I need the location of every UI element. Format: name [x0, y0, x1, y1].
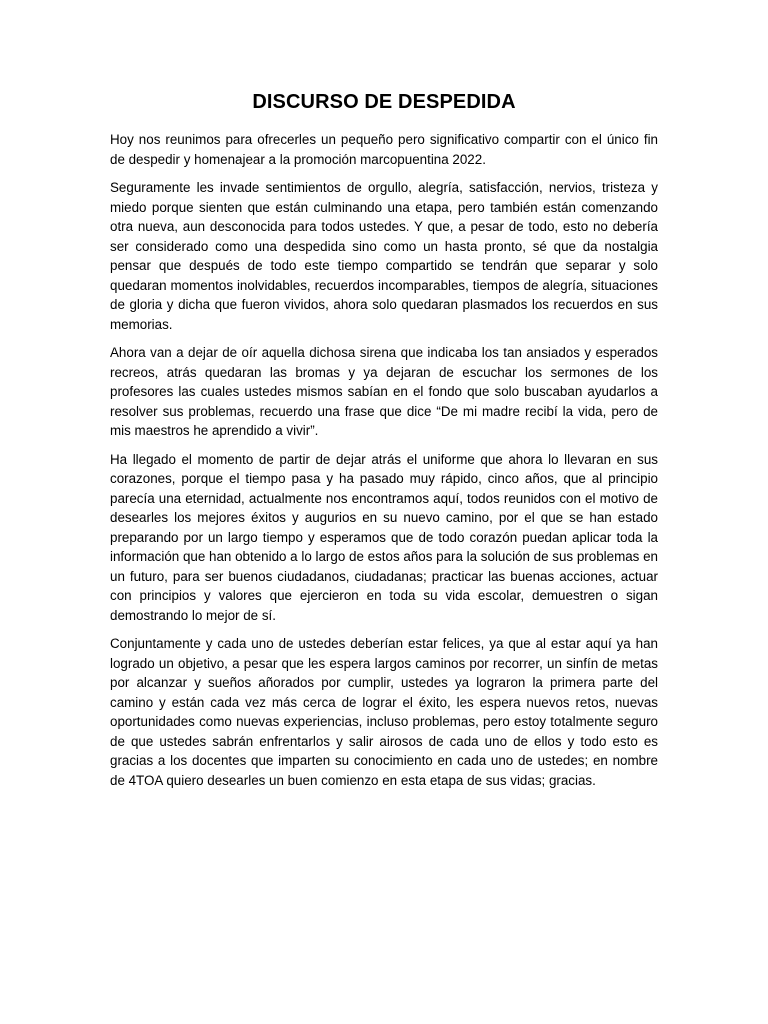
- paragraph-1: Hoy nos reunimos para ofrecerles un pequeño pero significativo compartir con el único fin de despedir y homenajear a la promoción marcopuentina 2022.: [110, 132, 658, 167]
- paragraph-2: Seguramente les invade sentimientos de orgullo, alegría, satisfacción, nervios, tristeza y miedo porque sienten que están culminando una etapa, pero también están comenzando otra nueva, aun desconocida para todos ustedes. Y que, a pesar de todo, esto no debería ser considerado como una despedida sino como un hasta pronto, sé que da nostalgia pensar que después de todo este tiempo compartido se tendrán que separar y solo quedaran momentos inolvidables, recuerdos incomparables, tiempos de alegría, situaciones de gloria y dicha que fueron vividos, ahora solo quedaran plasmados los recuerdos en sus memorias.: [110, 180, 658, 332]
- paragraph-5: Conjuntamente y cada uno de ustedes deberían estar felices, ya que al estar aquí ya han logrado un objetivo, a pesar que les espera largos caminos por recorrer, un sinfín de metas por alcanzar y sueños añorados por cumplir, ustedes ya lograron la primera parte del camino y están cada vez más cerca de lograr el éxito, les espera nuevos retos, nuevas oportunidades como nuevas experiencias, incluso problemas, pero estoy totalmente seguro de que ustedes sabrán enfrentarlos y salir airosos de cada uno de ellos y todo esto es gracias a los docentes que imparten su conocimiento en cada uno de ustedes; en nombre de 4TOA quiero desearles un buen comienzo en esta etapa de sus vidas; gracias.: [110, 636, 658, 788]
- paragraph-3: Ahora van a dejar de oír aquella dichosa sirena que indicaba los tan ansiados y esperados recreos, atrás quedaran las bromas y ya dejaran de escuchar los sermones de los profesores las cuales ustedes mismos sabían en el fondo que solo buscaban ayudarlos a resolver sus problemas, recuerdo una frase que dice “De mi madre recibí la vida, pero de mis maestros he aprendido a vivir”.: [110, 345, 658, 438]
- paragraph-4: Ha llegado el momento de partir de dejar atrás el uniforme que ahora lo llevaran en sus corazones, porque el tiempo pasa y ha pasado muy rápido, cinco años, que al principio parecía una eternidad, actualmente nos encontramos aquí, todos reunidos con el motivo de desearles los mejores éxitos y augurios en su nuevo camino, por el que se han estado preparando por un largo tiempo y esperamos que de todo corazón puedan aplicar toda la información que han obtenido a lo largo de estos años para la solución de sus problemas en un futuro, para ser buenos ciudadanos, ciudadanas; practicar las buenas acciones, actuar con principios y valores que ejercieron en toda su vida escolar, demuestren o sigan demostrando lo mejor de sí.: [110, 451, 658, 623]
- document-title: DISCURSO DE DESPEDIDA: [252, 91, 516, 113]
- document-page: [110, 88, 658, 799]
